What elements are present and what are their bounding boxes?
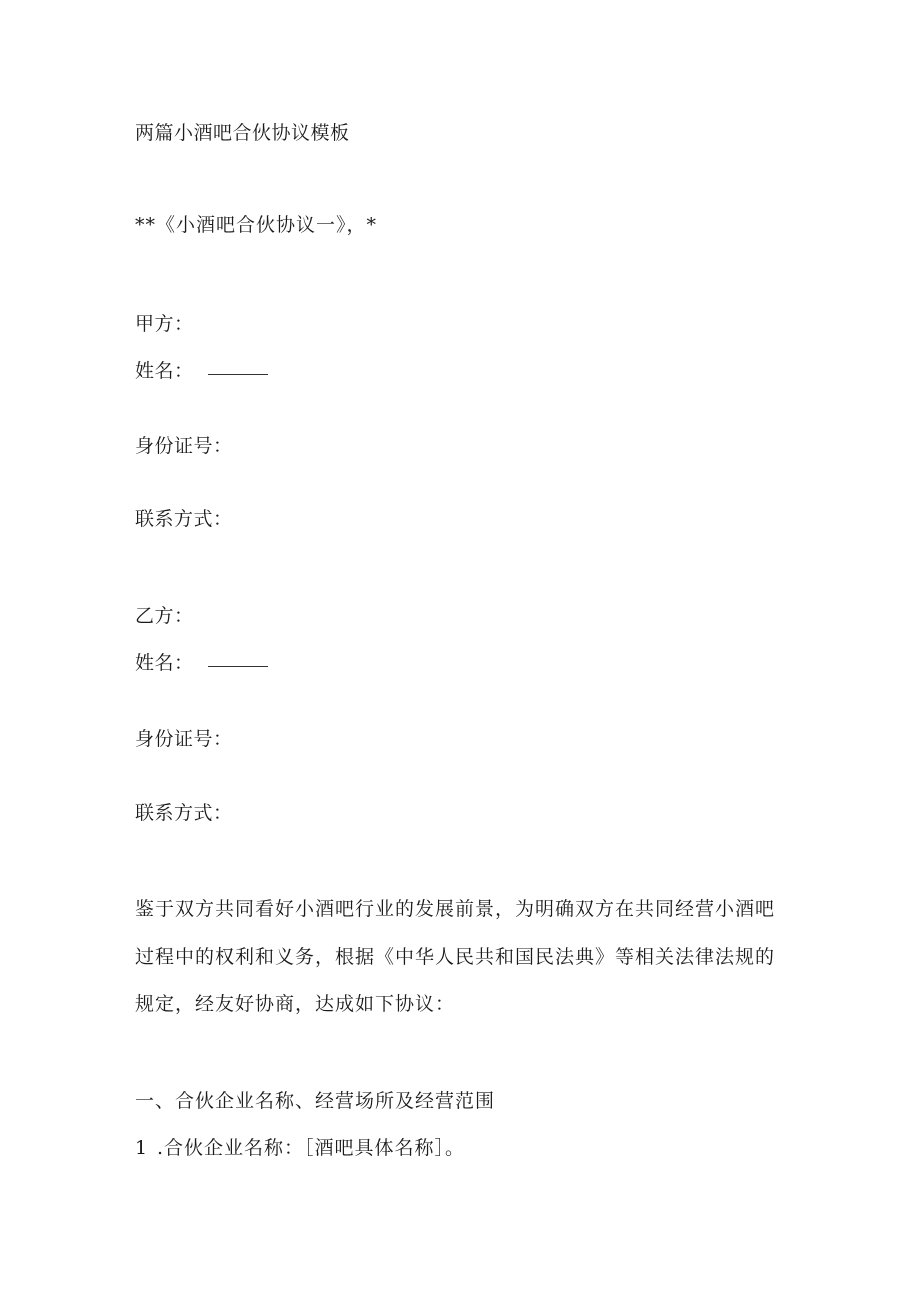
section-1-item-1-number: 1 (135, 1137, 149, 1159)
party-a-contact-label: 联系方式： (135, 508, 233, 530)
section-1-item-1 (135, 1137, 465, 1160)
document-subtitle: **《小酒吧合伙协议一》，* (135, 214, 378, 236)
preamble-line-1: 鉴于双方共同看好小酒吧行业的发展前景，为明确双方在共同经营小酒吧 (135, 898, 776, 920)
party-b-name-label: 姓名： (135, 652, 194, 674)
section-1-heading: 一、合伙企业名称、经营场所及经营范围 (135, 1090, 496, 1112)
preamble-line-2: 过程中的权利和义务，根据《中华人民共和国民法典》等相关法律法规的 (135, 946, 776, 968)
party-a-id-label: 身份证号： (135, 435, 233, 457)
party-a-label: 甲方： (135, 313, 194, 335)
party-b-id-label: 身份证号： (135, 728, 233, 750)
party-b-name-blank (208, 652, 268, 667)
document-title: 两篇小酒吧合伙协议模板 (135, 122, 350, 144)
party-b-contact-label: 联系方式： (135, 802, 233, 824)
party-b-label: 乙方： (135, 605, 194, 627)
party-a-name-row (135, 360, 268, 383)
party-a-name-blank (208, 360, 268, 375)
party-a-name-label: 姓名： (135, 360, 194, 382)
preamble-line-3: 规定，经友好协商，达成如下协议： (135, 993, 456, 1015)
section-1-item-1-text: .合伙企业名称：［酒吧具体名称］。 (157, 1137, 466, 1159)
party-b-name-row (135, 652, 268, 675)
